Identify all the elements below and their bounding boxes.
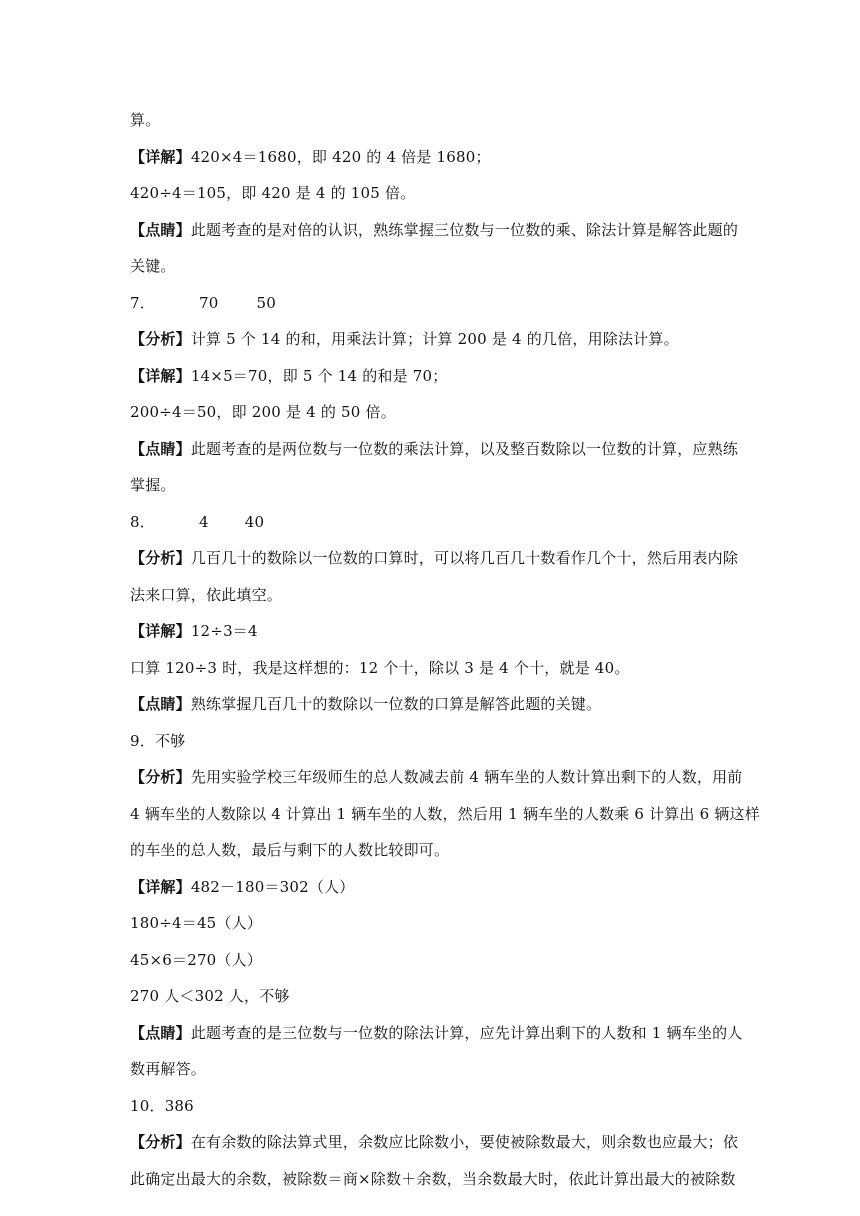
- section-tag: 【点睛】: [130, 695, 191, 713]
- text-line: [130, 1019, 743, 1048]
- question-number: 10．: [130, 1096, 165, 1115]
- text-line: [130, 982, 730, 1011]
- line-text: 420÷4＝105，即 420 是 4 的 105 倍。: [130, 184, 416, 202]
- line-text: 420×4＝1680，即 420 的 4 倍是 1680；: [190, 147, 491, 166]
- text-line: [130, 143, 730, 172]
- answer-value: 不够: [154, 731, 186, 750]
- document-body: [130, 106, 760, 1201]
- text-line: [130, 362, 730, 391]
- text-line: [130, 800, 760, 829]
- line-text: 45×6＝270（人）: [130, 950, 263, 969]
- answer-value: 70: [198, 293, 219, 312]
- line-text: 关键。: [130, 257, 176, 275]
- question-answer-row: [130, 289, 730, 318]
- line-text: 270 人＜302 人，不够: [130, 987, 290, 1005]
- line-text: 数再解答。: [130, 1060, 207, 1078]
- text-line: [130, 106, 730, 135]
- question-number: 7．: [130, 293, 155, 312]
- text-line: [130, 1128, 739, 1157]
- line-text: 法来口算，依此填空。: [130, 585, 283, 604]
- text-line: [130, 1165, 736, 1194]
- section-tag: 【点睛】: [130, 1023, 191, 1042]
- text-line: [130, 544, 739, 573]
- line-text: 200÷4＝50，即 200 是 4 的 50 倍。: [130, 403, 396, 421]
- question-answer-row: [130, 508, 730, 537]
- text-line: [130, 471, 730, 500]
- text-line: [130, 617, 730, 646]
- section-tag: 【分析】: [130, 768, 191, 786]
- question-number: 9．: [130, 731, 155, 750]
- text-line: [130, 690, 730, 719]
- question-answer-row: [130, 1092, 730, 1121]
- line-text: 14×5＝70，即 5 个 14 的和是 70；: [190, 366, 448, 385]
- text-line: [130, 836, 730, 865]
- text-line: [130, 398, 730, 427]
- text-line: [130, 1055, 730, 1084]
- line-text: 在有余数的除法算式里，余数应比除数小，要使被除数最大，则余数也应最大；依: [190, 1133, 739, 1151]
- answer-value: 40: [244, 512, 265, 531]
- text-line: [130, 325, 730, 354]
- line-text: 12÷3＝4: [190, 622, 258, 640]
- question-number: 8．: [130, 512, 155, 531]
- text-line: [130, 179, 730, 208]
- line-text: 熟练掌握几百几十的数除以一位数的口算是解答此题的关键。: [190, 695, 602, 713]
- answer-value: 4: [198, 512, 209, 531]
- section-tag: 【详解】: [130, 622, 191, 640]
- text-line: [130, 909, 730, 938]
- line-text: 此题考查的是两位数与一位数的乘法计算，以及整百数除以一位数的计算，应熟练: [190, 439, 739, 458]
- line-text: 此题考查的是对倍的认识，熟练掌握三位数与一位数的乘、除法计算是解答此题的: [190, 220, 739, 239]
- line-text: 180÷4＝45（人）: [130, 914, 263, 932]
- text-line: [130, 216, 739, 245]
- section-tag: 【分析】: [130, 1133, 191, 1151]
- line-text: 的车坐的总人数，最后与剩下的人数比较即可。: [130, 841, 450, 859]
- line-text: 几百几十的数除以一位数的口算时，可以将几百几十数看作几个十，然后用表内除: [190, 549, 739, 567]
- section-tag: 【点睛】: [130, 220, 191, 239]
- section-tag: 【详解】: [130, 877, 191, 896]
- text-line: [130, 252, 730, 281]
- line-text: 此确定出最大的余数，被除数＝商×除数＋余数，当余数最大时，依此计算出最大的被除数: [130, 1169, 736, 1188]
- text-line: [130, 435, 739, 464]
- line-text: 掌握。: [130, 476, 176, 494]
- section-tag: 【点睛】: [130, 439, 191, 458]
- answer-value: 386: [164, 1096, 194, 1115]
- line-text: 计算 5 个 14 的和，用乘法计算；计算 200 是 4 的几倍，用除法计算。: [190, 330, 679, 348]
- question-answer-row: [130, 727, 730, 756]
- text-line: [130, 654, 730, 683]
- answer-value: 50: [256, 293, 276, 312]
- text-line: [130, 581, 730, 610]
- text-line: [130, 763, 743, 792]
- text-line: [130, 946, 730, 975]
- line-text: 口算 120÷3 时，我是这样想的：12 个十，除以 3 是 4 个十，就是 40。: [130, 658, 630, 677]
- line-text: 此题考查的是三位数与一位数的除法计算，应先计算出剩下的人数和 1 辆车坐的人: [190, 1023, 743, 1042]
- line-text: 算。: [130, 111, 161, 129]
- section-tag: 【分析】: [130, 330, 191, 348]
- section-tag: 【详解】: [130, 147, 191, 166]
- section-tag: 【分析】: [130, 549, 191, 567]
- line-text: 4 辆车坐的人数除以 4 计算出 1 辆车坐的人数，然后用 1 辆车坐的人数乘 6 计算出 6 辆这样: [130, 804, 760, 823]
- text-line: [130, 873, 730, 902]
- line-text: 482－180＝302（人）: [190, 877, 355, 896]
- line-text: 先用实验学校三年级师生的总人数减去前 4 辆车坐的人数计算出剩下的人数，用前: [190, 768, 743, 786]
- section-tag: 【详解】: [130, 366, 191, 385]
